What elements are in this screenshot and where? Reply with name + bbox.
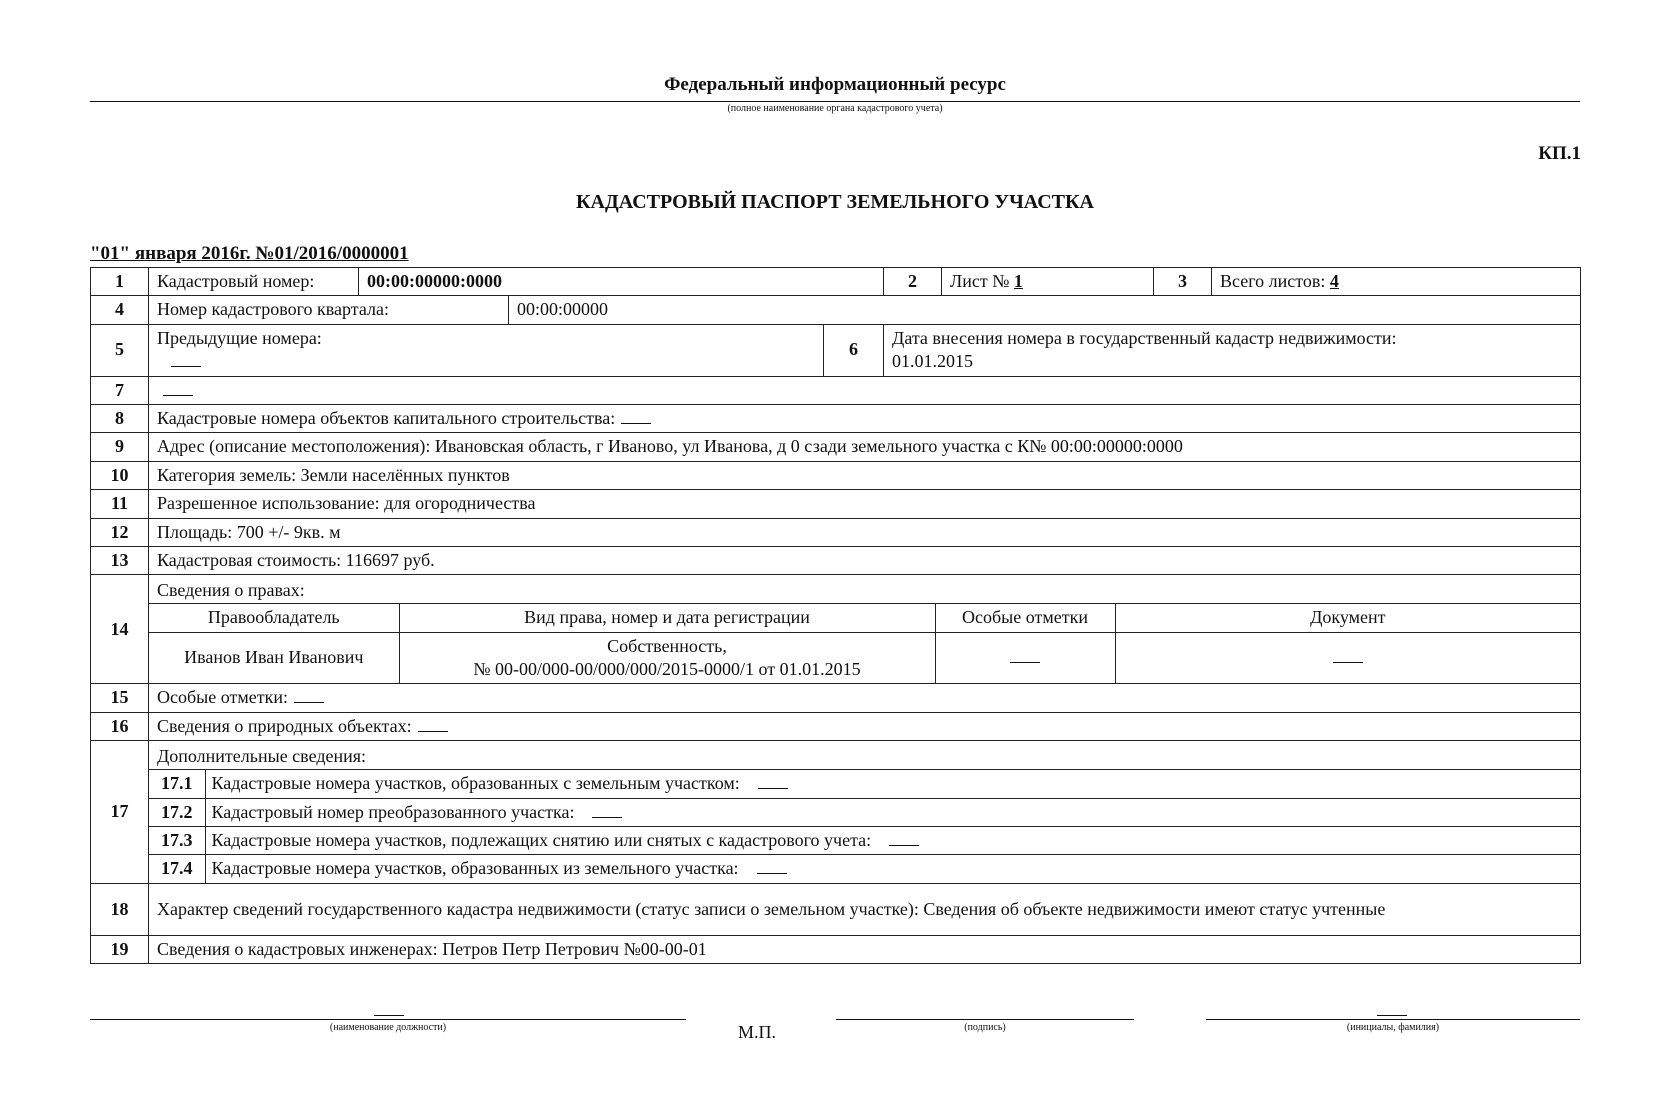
form-code: КП.1 [1538, 143, 1581, 164]
rights-table [149, 604, 1580, 683]
rights-header-document: Документ [1115, 604, 1580, 632]
row-number: 4 [91, 296, 149, 324]
row-13 [91, 546, 1581, 574]
empty-placeholder [294, 688, 324, 703]
row-number: 2 [884, 268, 942, 296]
row-14 [91, 575, 1581, 684]
row-number: 6 [824, 324, 884, 376]
address: Адрес (описание местоположения): Ивановская область, г Иваново, ул Иванова, д 0 сзади земельного участка с К№ 00:00:00000:0000 [149, 433, 1581, 461]
additional-info-title: Дополнительные сведения: [149, 741, 1580, 770]
row-number: 19 [91, 935, 149, 963]
item-number: 17.2 [149, 798, 205, 826]
row-number: 10 [91, 461, 149, 489]
natural-objects [149, 712, 1581, 740]
row-18 [91, 883, 1581, 935]
rights-header-row [149, 604, 1580, 632]
row-number: 1 [91, 268, 149, 296]
position-caption: (наименование должности) [329, 1022, 447, 1033]
total-sheets [1212, 268, 1581, 296]
sheet-value: 1 [1013, 271, 1023, 291]
additional-item [149, 798, 1580, 826]
position-placeholder [374, 1013, 404, 1016]
sheet-label: Лист № [950, 271, 1010, 291]
area: Площадь: 700 +/- 9кв. м [149, 518, 1581, 546]
cadastral-value: Кадастровая стоимость: 116697 руб. [149, 546, 1581, 574]
row-19 [91, 935, 1581, 963]
row-10 [91, 461, 1581, 489]
item-text [205, 827, 1580, 855]
item-text [205, 798, 1580, 826]
empty-placeholder [1010, 648, 1040, 663]
additional-item [149, 770, 1580, 798]
row-16 [91, 712, 1581, 740]
signature-line [836, 1019, 1134, 1020]
row-number: 16 [91, 712, 149, 740]
row-17 [91, 741, 1581, 884]
sheet-number [942, 268, 1154, 296]
rights-header-notes: Особые отметки [935, 604, 1115, 632]
item-label: Кадастровый номер преобразованного участка: [211, 801, 575, 822]
additional-item [149, 827, 1580, 855]
rights-section [149, 575, 1581, 684]
additional-info [149, 741, 1581, 884]
cadastral-engineers: Сведения о кадастровых инженерах: Петров Петр Петрович №00-00-01 [149, 935, 1581, 963]
item-number: 17.3 [149, 827, 205, 855]
record-status: Характер сведений государственного кадастра недвижимости (статус записи о земельном участке): Сведения об объекте недвижимости имеют статус учтенные [149, 883, 1581, 935]
item-label: Кадастровые номера участков, подлежащих снятию или снятых с кадастрового учета: [211, 830, 872, 851]
rights-holder: Иванов Иван Иванович [149, 632, 399, 683]
item-text [205, 770, 1580, 798]
organization-caption: (полное наименование органа кадастрового учета) [727, 103, 943, 114]
land-category: Категория земель: Земли населённых пунктов [149, 461, 1581, 489]
additional-info-table [149, 770, 1580, 883]
row-11 [91, 490, 1581, 518]
name-caption: (инициалы, фамилия) [1346, 1022, 1440, 1033]
rights-notes [935, 632, 1115, 683]
empty-placeholder [758, 774, 788, 789]
cadastral-number-label: Кадастровый номер: [149, 268, 359, 296]
row-number: 14 [91, 575, 149, 684]
permitted-use: Разрешенное использование: для огородничества [149, 490, 1581, 518]
row-number: 13 [91, 546, 149, 574]
previous-numbers-label: Предыдущие номера: [157, 327, 322, 348]
row-number: 15 [91, 684, 149, 712]
item-text [205, 855, 1580, 883]
quarter-value: 00:00:00000 [509, 296, 1581, 324]
organization-name: Федеральный информационный ресурс [664, 74, 1006, 95]
rights-document [1115, 632, 1580, 683]
rights-title: Сведения о правах: [149, 575, 1580, 604]
row-number: 5 [91, 324, 149, 376]
empty-placeholder [889, 831, 919, 846]
row-8 [91, 404, 1581, 432]
row-9 [91, 433, 1581, 461]
previous-numbers [149, 324, 824, 376]
natural-objects-label: Сведения о природных объектах: [157, 715, 412, 736]
rights-header-holder: Правообладатель [149, 604, 399, 632]
name-placeholder [1377, 1013, 1407, 1016]
cadastral-number-value: 00:00:00000:0000 [359, 268, 884, 296]
item-number: 17.4 [149, 855, 205, 883]
signature-caption: (подпись) [964, 1022, 1006, 1033]
document-title: КАДАСТРОВЫЙ ПАСПОРТ ЗЕМЕЛЬНОГО УЧАСТКА [576, 191, 1094, 213]
quarter-label: Номер кадастрового квартала: [149, 296, 509, 324]
rights-header-right: Вид права, номер и дата регистрации [399, 604, 935, 632]
registration-date-label: Дата внесения номера в государственный кадастр недвижимости: [892, 327, 1397, 348]
empty-placeholder [1333, 648, 1363, 663]
row-number: 18 [91, 883, 149, 935]
row-number: 17 [91, 741, 149, 884]
row-15 [91, 684, 1581, 712]
additional-item [149, 855, 1580, 883]
empty-placeholder [592, 803, 622, 818]
rights-data-row [149, 632, 1580, 683]
passport-table [90, 267, 1581, 964]
row-4 [91, 296, 1581, 324]
row-number: 12 [91, 518, 149, 546]
row-7 [91, 376, 1581, 404]
empty-placeholder [621, 409, 651, 424]
empty-placeholder [163, 381, 193, 396]
row-number: 8 [91, 404, 149, 432]
row-number: 11 [91, 490, 149, 518]
name-line [1206, 1019, 1580, 1020]
item-label: Кадастровые номера участков, образованных из земельного участка: [211, 858, 739, 879]
total-label: Всего листов: [1220, 271, 1326, 291]
special-notes-label: Особые отметки: [157, 687, 288, 708]
stamp-label: М.П. [738, 1022, 777, 1042]
position-line [90, 1019, 686, 1020]
empty-placeholder [757, 859, 787, 874]
right-registration-number: № 00-00/000-00/000/000/2015-0000/1 от 01.01.2015 [473, 659, 861, 680]
capital-objects-label: Кадастровые номера объектов капитального строительства: [157, 407, 616, 428]
rights-registration [399, 632, 935, 683]
row-number: 3 [1154, 268, 1212, 296]
row-number: 7 [91, 376, 149, 404]
special-notes [149, 684, 1581, 712]
total-value: 4 [1329, 271, 1339, 291]
empty-placeholder [171, 352, 201, 367]
date-and-number: "01" января 2016г. №01/2016/0000001 [90, 243, 409, 264]
organization-underline [90, 101, 1580, 102]
capital-objects [149, 404, 1581, 432]
registration-date [884, 324, 1581, 376]
row-7-content [149, 376, 1581, 404]
row-number: 9 [91, 433, 149, 461]
row-5 [91, 324, 1581, 376]
right-type: Собственность, [607, 635, 727, 656]
row-12 [91, 518, 1581, 546]
item-label: Кадастровые номера участков, образованных с земельным участком: [211, 773, 740, 794]
empty-placeholder [418, 717, 448, 732]
row-1 [91, 268, 1581, 296]
registration-date-value: 01.01.2015 [892, 351, 974, 372]
item-number: 17.1 [149, 770, 205, 798]
